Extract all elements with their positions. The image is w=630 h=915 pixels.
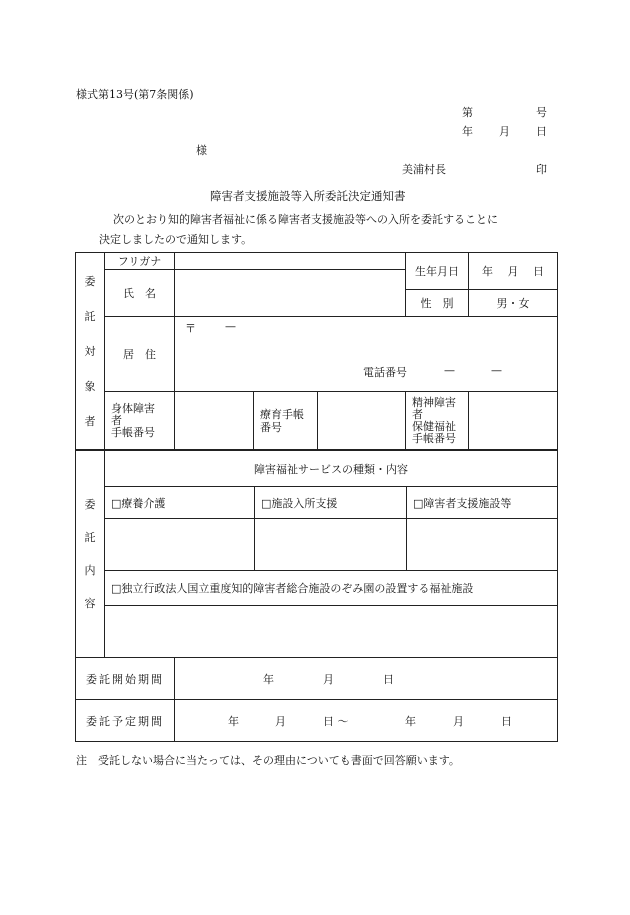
option-shien-detail[interactable]: [407, 519, 558, 571]
option-ryoyo-detail[interactable]: [105, 519, 255, 571]
planned-period-field[interactable]: [175, 700, 558, 742]
seal-mark: 印: [536, 163, 547, 176]
name-label: 氏 名: [105, 270, 175, 317]
option-nyusho-detail[interactable]: [255, 519, 407, 571]
option-nozomien[interactable]: □独立行政法人国立重度知的障害者総合施設のぞみ園の設置する福祉施設: [105, 571, 558, 606]
postal-mark: 〒: [185, 322, 196, 335]
section-char: 委: [84, 498, 96, 511]
document-title: 障害者支援施設等入所委託決定通知書: [210, 189, 406, 203]
birth-year: 年: [482, 265, 493, 278]
gender-value[interactable]: 男・女: [469, 290, 558, 317]
option-shien-shisetsu[interactable]: □障害者支援施設等: [407, 487, 558, 519]
mental-disability-field[interactable]: [469, 392, 558, 450]
option-shisetsu-nyusho[interactable]: □施設入所支援: [255, 487, 407, 519]
date-month: 月: [499, 125, 510, 138]
section-char: 託: [84, 531, 96, 544]
date-year: 年: [462, 125, 473, 138]
planned-start-day: 日 〜: [323, 715, 349, 728]
section-char: 内: [84, 564, 96, 577]
commission-table: [75, 450, 558, 658]
addressee-suffix: 様: [196, 144, 207, 157]
mental-disability-label: 精神障害 者 保健福祉 手帳番号: [406, 392, 469, 450]
section-char: 容: [84, 597, 96, 610]
doc-number-prefix: 第: [462, 106, 473, 119]
planned-period-label: 委託予定期間: [76, 700, 175, 742]
section-char: 者: [84, 414, 96, 428]
form-number: 様式第13号(第7条関係): [76, 88, 194, 101]
name-field[interactable]: [175, 270, 406, 317]
postal-dash: —: [225, 320, 236, 333]
furigana-field[interactable]: [175, 253, 406, 270]
section-content-label: [76, 451, 105, 658]
section-char: 象: [84, 379, 96, 393]
planned-end-day: 日: [501, 715, 512, 728]
birthdate-label: 生年月日: [406, 253, 469, 290]
furigana-label: フリガナ: [105, 253, 175, 270]
option-ryoyo-kaigo[interactable]: □療養介護: [105, 487, 255, 519]
section-char: 託: [84, 309, 96, 323]
period-table: [75, 657, 558, 742]
planned-start-month: 月: [275, 715, 286, 728]
section-char: 対: [84, 344, 96, 358]
planned-start-year: 年: [228, 715, 239, 728]
planned-end-month: 月: [453, 715, 464, 728]
sender-name: 美浦村長: [402, 163, 446, 176]
request-form-table: [75, 252, 558, 450]
ryoiku-label: 療育手帳 番号: [254, 392, 318, 450]
birth-month: 月: [507, 265, 519, 278]
start-day: 日: [383, 673, 394, 686]
birth-day: 日: [533, 265, 544, 278]
phone-label: 電話番号: [363, 366, 407, 379]
physical-disability-label: 身体障害 者 手帳番号: [105, 392, 175, 450]
footnote: 注 受託しない場合に当たっては、その理由についても書面で回答願います。: [76, 754, 460, 767]
physical-disability-field[interactable]: [175, 392, 254, 450]
residence-field[interactable]: [175, 317, 558, 392]
service-heading: 障害福祉サービスの種類・内容: [105, 451, 558, 487]
section-char: 委: [84, 274, 96, 288]
section-recipient-chars: [82, 276, 98, 427]
start-period-field[interactable]: [175, 658, 558, 700]
start-month: 月: [323, 673, 334, 686]
body-line-2: 決定しましたので通知します。: [99, 233, 253, 246]
section-recipient-label: [76, 253, 105, 450]
ryoiku-field[interactable]: [318, 392, 406, 450]
planned-end-year: 年: [405, 715, 416, 728]
section-content-chars: [82, 499, 98, 609]
phone-dash-2: —: [491, 364, 502, 377]
residence-label: 居 住: [105, 317, 175, 392]
birthdate-field[interactable]: [469, 253, 558, 290]
phone-dash-1: —: [444, 364, 455, 377]
date-day: 日: [536, 125, 547, 138]
gender-label: 性 別: [406, 290, 469, 317]
option-nozomien-detail[interactable]: [105, 606, 558, 658]
start-period-label: 委託開始期間: [76, 658, 175, 700]
body-line-1: 次のとおり知的障害者福祉に係る障害者支援施設等への入所を委託することに: [113, 213, 498, 226]
start-year: 年: [263, 673, 274, 686]
doc-number-suffix: 号: [536, 106, 547, 119]
